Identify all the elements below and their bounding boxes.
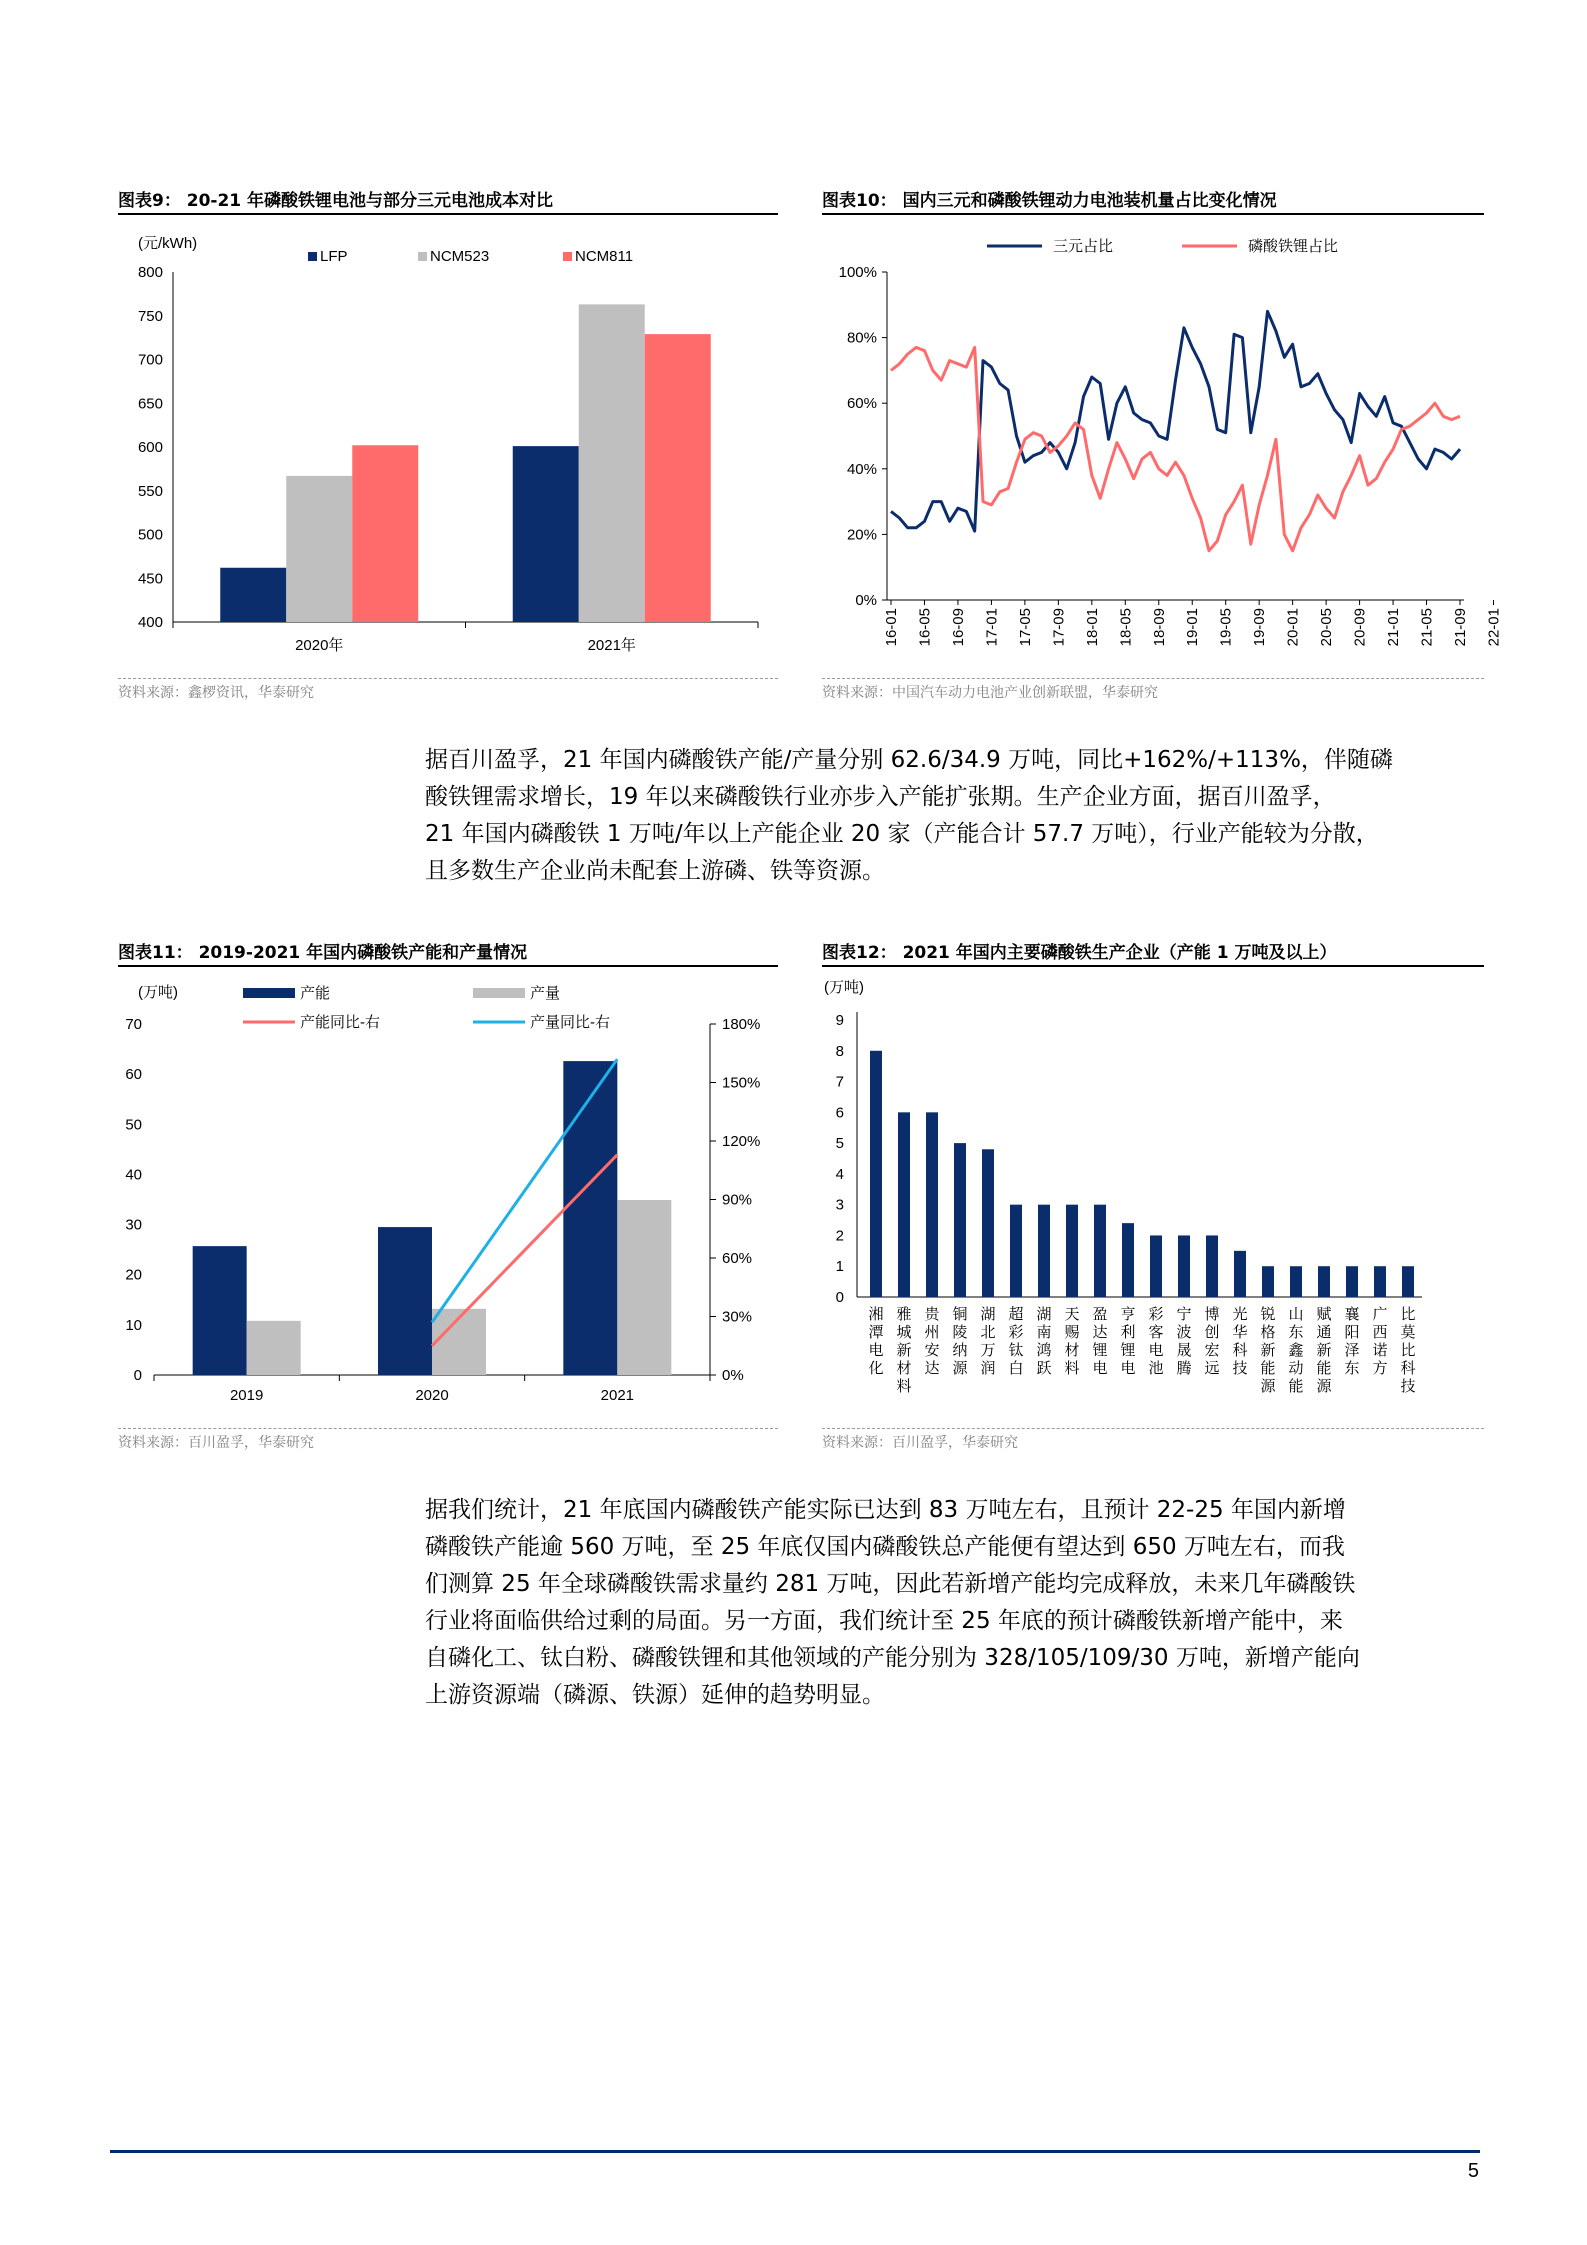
- x-tick-label: 襄阳泽东: [1344, 1306, 1360, 1377]
- paragraph-2: [425, 1492, 1480, 1714]
- x-tick-label: 20-01: [1284, 608, 1302, 647]
- bar-lfp: [220, 568, 286, 622]
- bar-company: [1094, 1205, 1106, 1297]
- legend-label: 产能同比-右: [300, 1014, 380, 1031]
- bar-company: [1234, 1251, 1246, 1297]
- figure-12-title: 图表12： 2021 年国内主要磷酸铁生产企业（产能 1 万吨及以上）: [822, 943, 1337, 963]
- x-tick-label: 光华科技: [1232, 1306, 1248, 1377]
- legend-label: 产量同比-右: [530, 1014, 610, 1031]
- bar-output: [617, 1200, 671, 1375]
- bar-ncm523: [286, 476, 352, 622]
- page-number: 5: [1467, 2160, 1479, 2182]
- bar-company: [1038, 1205, 1050, 1297]
- y-tick-label: 8: [835, 1042, 844, 1060]
- bar-company: [1122, 1223, 1134, 1297]
- figure-9-source: 资料来源：鑫椤资讯，华泰研究: [118, 685, 314, 701]
- figure-12-top-rule: [822, 965, 1484, 967]
- figure-11-bottom-rule: [118, 1428, 778, 1429]
- x-tick-label: 17-09: [1050, 608, 1068, 647]
- x-tick-label: 赋通新能源: [1316, 1306, 1332, 1395]
- y-tick-label: 1: [835, 1258, 844, 1276]
- y-left-tick-label: 60: [125, 1066, 142, 1084]
- y-right-tick-label: 0%: [722, 1367, 744, 1384]
- x-tick-label: 21-09: [1452, 608, 1469, 647]
- y-tick-label: 0: [835, 1289, 844, 1306]
- bar-ncm523: [579, 304, 645, 622]
- y-tick-label: 400: [137, 614, 163, 631]
- figure-10-bottom-rule: [822, 678, 1484, 679]
- y-tick-label: 550: [137, 482, 163, 500]
- x-tick-label: 17-05: [1016, 608, 1034, 647]
- y-tick-label: 9: [835, 1012, 844, 1029]
- y-left-tick-label: 30: [125, 1216, 142, 1234]
- bar-capacity: [193, 1246, 247, 1375]
- paragraph-1-line: 且多数生产企业尚未配套上游磷、铁等资源。: [425, 858, 885, 884]
- y-tick-label: 600: [137, 439, 163, 456]
- bar-company: [1178, 1235, 1190, 1297]
- figure-9-bottom-rule: [118, 678, 778, 679]
- x-tick-label: 19-09: [1251, 608, 1269, 647]
- bar-company: [1346, 1266, 1358, 1297]
- bar-company: [1010, 1205, 1022, 1297]
- figure-9-chart: [118, 222, 778, 667]
- x-tick-label: 21-01: [1385, 608, 1403, 647]
- x-tick-label: 广西诺方: [1372, 1306, 1388, 1377]
- y-left-tick-label: 0: [133, 1367, 142, 1384]
- bar-company: [1402, 1266, 1414, 1297]
- bar-ncm811: [645, 334, 711, 622]
- y-right-tick-label: 120%: [722, 1133, 761, 1150]
- y-tick-label: 40%: [846, 460, 877, 478]
- x-tick-label: 21-05: [1418, 608, 1436, 647]
- figure-10-chart: [822, 222, 1503, 677]
- legend-label: 产量: [530, 985, 561, 1002]
- x-tick-label: 亨利锂电: [1120, 1306, 1136, 1377]
- bar-company: [870, 1051, 882, 1297]
- x-tick-label: 2021年: [587, 637, 636, 654]
- paragraph-2-line: 们测算 25 年全球磷酸铁需求量约 281 万吨，因此若新增产能均完成释放，未来几年磷酸铁: [425, 1571, 1356, 1597]
- x-tick-label: 2020: [415, 1387, 449, 1404]
- legend-swatch: [308, 252, 317, 261]
- x-tick-label: 宁波晟腾: [1176, 1306, 1192, 1377]
- x-tick-label: 2019: [229, 1387, 264, 1404]
- legend-label: 产能: [300, 985, 331, 1002]
- figure-9-top-rule: [118, 213, 778, 215]
- x-tick-label: 2021: [600, 1387, 635, 1404]
- x-tick-label: 19-05: [1217, 608, 1235, 647]
- y-left-tick-label: 70: [125, 1016, 142, 1033]
- x-tick-label: 20-09: [1351, 608, 1369, 647]
- x-tick-label: 16-09: [949, 608, 967, 647]
- x-tick-label: 天赐材料: [1064, 1306, 1080, 1377]
- x-tick-label: 雅城新材料: [896, 1306, 912, 1395]
- paragraph-2-line: 行业将面临供给过剩的局面。另一方面，我们统计至 25 年底的预计磷酸铁新增产能中，来: [425, 1608, 1343, 1634]
- bar-company: [1066, 1205, 1078, 1297]
- y-right-tick-label: 30%: [722, 1308, 753, 1326]
- y-left-tick-label: 20: [125, 1266, 142, 1284]
- figure-10-source: 资料来源：中国汽车动力电池产业创新联盟，华泰研究: [822, 685, 1158, 701]
- bar-company: [898, 1112, 910, 1297]
- paragraph-1-line: 21 年国内磷酸铁 1 万吨/年以上产能企业 20 家（产能合计 57.7 万吨），行业产能较为分散，: [425, 821, 1379, 847]
- figure-11-top-rule: [118, 965, 778, 967]
- y-tick-label: 20%: [846, 526, 877, 544]
- figure-9-title: 图表9： 20-21 年磷酸铁锂电池与部分三元电池成本对比: [118, 191, 554, 211]
- figure-12-chart: [822, 972, 1484, 1417]
- x-tick-label: 18-01: [1083, 608, 1101, 647]
- figure-11-title: 图表11： 2019-2021 年国内磷酸铁产能和产量情况: [118, 943, 528, 963]
- bar-company: [954, 1143, 966, 1297]
- line-series-ternary: [891, 311, 1460, 531]
- x-tick-label: 17-01: [983, 608, 1001, 647]
- x-tick-label: 19-01: [1184, 608, 1202, 647]
- figure-10-top-rule: [822, 213, 1484, 215]
- bar-ncm811: [352, 445, 418, 622]
- bar-company: [1262, 1266, 1274, 1297]
- legend-label: 三元占比: [1053, 238, 1114, 255]
- y-tick-label: 5: [835, 1135, 844, 1153]
- legend-swatch: [243, 988, 295, 998]
- y-tick-label: 80%: [846, 329, 877, 347]
- x-tick-label: 2020年: [295, 637, 344, 654]
- x-tick-label: 18-09: [1150, 608, 1168, 647]
- y-tick-label: 0%: [855, 592, 877, 609]
- y-right-tick-label: 180%: [722, 1016, 761, 1033]
- x-tick-label: 16-05: [916, 608, 934, 647]
- y-tick-label: 750: [137, 307, 163, 325]
- bar-output: [247, 1321, 301, 1375]
- y-tick-label: 450: [137, 570, 163, 588]
- y-left-tick-label: 10: [125, 1316, 142, 1334]
- legend-label: 磷酸铁锂占比: [1248, 238, 1339, 255]
- y-tick-label: 700: [137, 351, 163, 369]
- y-tick-label: 2: [835, 1227, 844, 1245]
- y-tick-label: 60%: [846, 395, 877, 413]
- x-tick-label: 湖北万润: [980, 1306, 996, 1377]
- y-tick-label: 6: [835, 1104, 844, 1122]
- legend-label: NCM523: [430, 248, 490, 265]
- y-tick-label: 500: [137, 526, 163, 544]
- x-tick-label: 铜陵纳源: [952, 1306, 968, 1377]
- figure-10-title: 图表10： 国内三元和磷酸铁锂动力电池装机量占比变化情况: [822, 191, 1277, 211]
- y-right-tick-label: 150%: [722, 1074, 761, 1092]
- x-tick-label: 博创宏远: [1204, 1306, 1220, 1377]
- x-tick-label: 18-05: [1117, 608, 1135, 647]
- x-tick-label: 湘潭电化: [868, 1306, 884, 1377]
- legend-swatch: [418, 252, 427, 261]
- x-tick-label: 湖南鸿跃: [1036, 1306, 1052, 1377]
- legend-swatch: [563, 252, 572, 261]
- bar-capacity: [378, 1227, 432, 1375]
- y-tick-label: 7: [835, 1073, 844, 1091]
- y-right-tick-label: 90%: [722, 1191, 753, 1209]
- bar-company: [926, 1112, 938, 1297]
- x-tick-label: 超彩钛白: [1008, 1306, 1024, 1377]
- paragraph-2-line: 上游资源端（磷源、铁源）延伸的趋势明显。: [425, 1682, 885, 1708]
- figure-11-source: 资料来源：百川盈孚，华泰研究: [118, 1435, 314, 1451]
- y-tick-label: 4: [835, 1165, 844, 1183]
- paragraph-1: [425, 742, 1480, 890]
- bar-company: [1374, 1266, 1386, 1297]
- x-tick-label: 盈达锂电: [1092, 1306, 1108, 1377]
- bar-company: [1318, 1266, 1330, 1297]
- y-tick-label: 100%: [838, 264, 877, 281]
- y-axis-unit: (元/kWh): [138, 235, 198, 252]
- y-tick-label: 3: [835, 1196, 844, 1214]
- x-tick-label: 山东鑫动能: [1288, 1306, 1304, 1395]
- legend-swatch: [473, 988, 525, 998]
- x-tick-label: 22-01: [1485, 608, 1503, 647]
- legend-label: LFP: [320, 248, 348, 265]
- x-tick-label: 20-05: [1318, 608, 1336, 647]
- bar-lfp: [513, 446, 579, 622]
- y-left-tick-label: 40: [125, 1166, 142, 1184]
- y-tick-label: 800: [137, 264, 163, 281]
- legend-label: NCM811: [575, 248, 634, 265]
- figure-12-bottom-rule: [822, 1428, 1484, 1429]
- paragraph-2-line: 磷酸铁产能逾 560 万吨，至 25 年底仅国内磷酸铁总产能便有望达到 650 万吨左右，而我: [425, 1534, 1345, 1560]
- figure-11-chart: [118, 972, 778, 1417]
- bar-company: [1206, 1235, 1218, 1297]
- paragraph-1-line: 据百川盈孚，21 年国内磷酸铁产能/产量分别 62.6/34.9 万吨，同比+162%/+113%，伴随磷: [425, 747, 1393, 773]
- x-tick-label: 比莫比科技: [1400, 1306, 1416, 1395]
- y-right-tick-label: 60%: [722, 1250, 753, 1267]
- bar-company: [1150, 1235, 1162, 1297]
- y-left-tick-label: 50: [125, 1116, 142, 1134]
- x-tick-label: 锐格新能源: [1260, 1306, 1276, 1395]
- figure-12-source: 资料来源：百川盈孚，华泰研究: [822, 1435, 1018, 1451]
- x-tick-label: 16-01: [883, 608, 900, 647]
- y-axis-unit: (万吨): [138, 984, 178, 1001]
- paragraph-2-line: 自磷化工、钛白粉、磷酸铁锂和其他领域的产能分别为 328/105/109/30 万吨，新增产能向: [425, 1645, 1360, 1671]
- x-tick-label: 彩客电池: [1148, 1306, 1164, 1377]
- bar-company: [1290, 1266, 1302, 1297]
- footer-rule: [110, 2150, 1480, 2153]
- bar-company: [982, 1149, 994, 1297]
- x-tick-label: 贵州安达: [924, 1306, 940, 1377]
- paragraph-1-line: 酸铁锂需求增长，19 年以来磷酸铁行业亦步入产能扩张期。生产企业方面，据百川盈孚，: [425, 784, 1336, 810]
- paragraph-2-line: 据我们统计，21 年底国内磷酸铁产能实际已达到 83 万吨左右，且预计 22-25 年国内新增: [425, 1497, 1346, 1523]
- y-axis-unit: (万吨): [824, 979, 864, 996]
- bar-capacity: [563, 1061, 617, 1375]
- y-tick-label: 650: [137, 395, 163, 413]
